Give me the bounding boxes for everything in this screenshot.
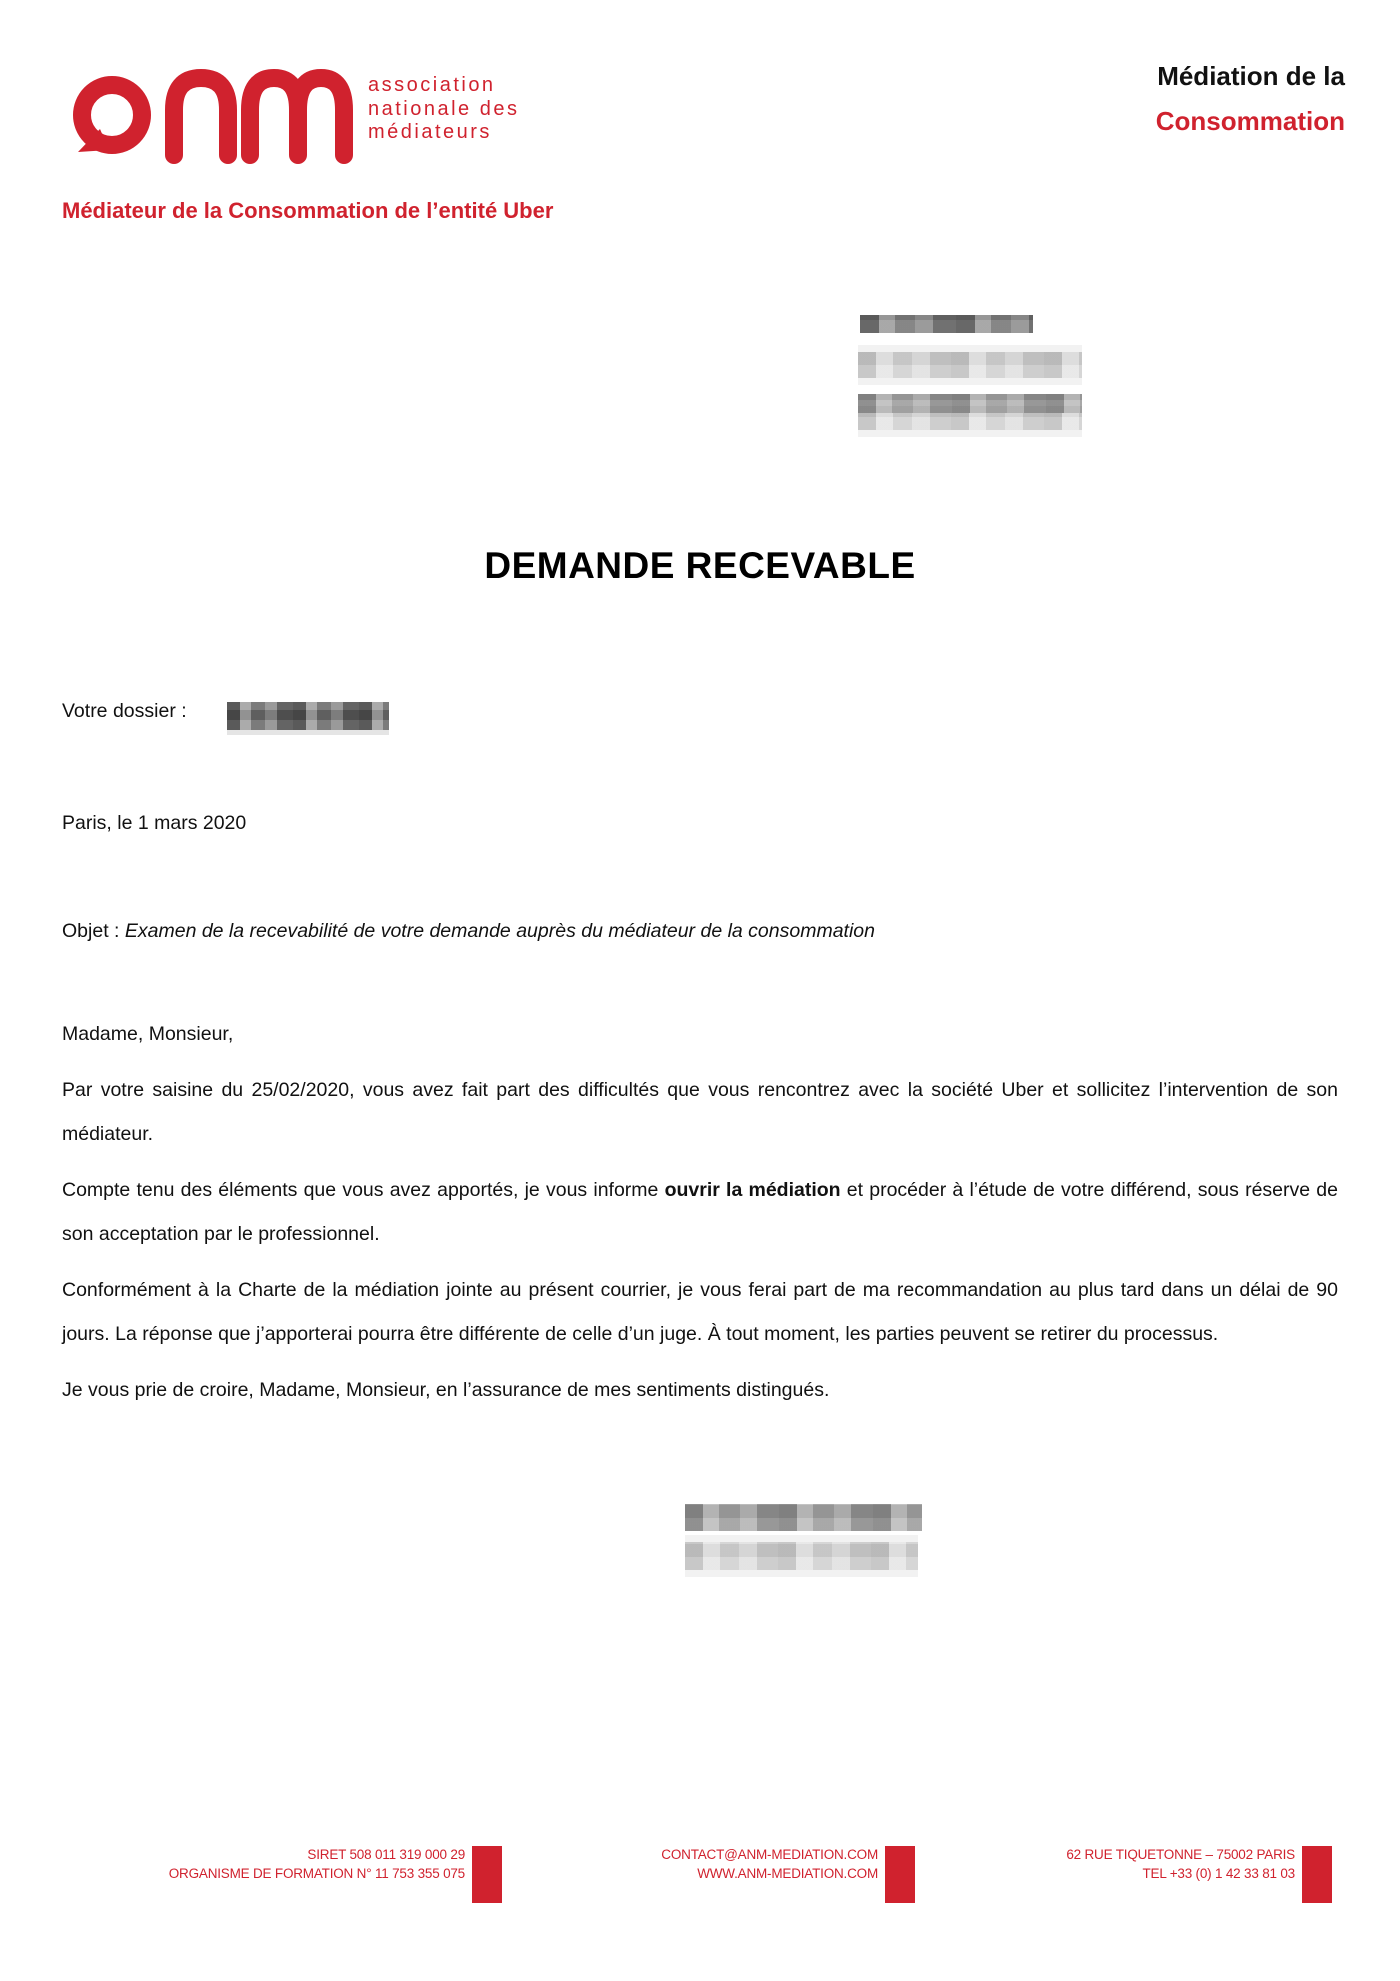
mediation-title-block	[1156, 62, 1345, 135]
redacted-dossier-number	[227, 702, 389, 730]
salutation: Madame, Monsieur,	[62, 1023, 234, 1045]
logo-tagline-line-3: médiateurs	[368, 121, 492, 143]
footer-divider-square-1	[472, 1846, 502, 1903]
date-line: Paris, le 1 mars 2020	[62, 812, 247, 834]
mediator-entity-subtitle: Médiateur de la Consommation de l’entité Uber	[62, 198, 554, 223]
closing-sentence: Je vous prie de croire, Madame, Monsieur, en l’assurance de mes sentiments distingués.	[62, 1379, 830, 1401]
footer-col-contact	[661, 1845, 878, 1883]
redacted-signature-line-1	[685, 1504, 922, 1531]
anm-logo-icon	[70, 68, 354, 164]
footer-website-line: WWW.ANM-MEDIATION.COM	[697, 1866, 878, 1881]
logo-tagline	[368, 74, 519, 145]
mediation-title-line-1: Médiation de la	[1157, 61, 1345, 91]
objet-line	[62, 920, 875, 943]
redacted-recipient-line-3	[858, 394, 1082, 413]
redacted-recipient-line-1	[860, 315, 1033, 333]
paragraph-1: Par votre saisine du 25/02/2020, vous avez fait part des difficultés que vous rencontrez avec la société Uber et sollicitez l’intervention de son médiateur.	[62, 1079, 1338, 1145]
footer-col-siret	[169, 1845, 465, 1883]
footer-organisme-line: ORGANISME DE FORMATION N° 11 753 355 075	[168, 1866, 465, 1881]
logo-tagline-line-2: nationale des	[368, 97, 520, 120]
mediation-title-line-2: Consommation	[1155, 106, 1345, 136]
dossier-label: Votre dossier :	[62, 700, 187, 722]
paragraph-2-after: et procéder à l’étude de votre différend, sous réserve de son acceptation par le professionnel.	[62, 1179, 1338, 1245]
objet-text: Examen de la recevabilité de votre demande auprès du médiateur de la consommation	[124, 920, 875, 942]
objet-label: Objet :	[62, 920, 120, 942]
footer-email-line: CONTACT@ANM-MEDIATION.COM	[661, 1847, 878, 1862]
paragraph-2-before: Compte tenu des éléments que vous avez apportés, je vous informe	[62, 1179, 665, 1201]
footer-siret-line: SIRET 508 011 319 000 29	[307, 1847, 465, 1862]
footer-col-address	[1066, 1845, 1295, 1883]
paragraph-2	[62, 1168, 1338, 1256]
redacted-recipient-line-2	[858, 352, 1082, 378]
document-title: DEMANDE RECEVABLE	[484, 545, 916, 586]
redacted-signature-line-2	[685, 1542, 918, 1570]
footer-divider-square-2	[885, 1846, 915, 1903]
letter-body	[62, 1012, 1338, 1424]
redacted-recipient-line-4	[858, 413, 1082, 430]
footer-divider-square-3	[1302, 1846, 1332, 1903]
logo-tagline-line-1: association	[368, 74, 496, 96]
paragraph-3: Conformément à la Charte de la médiation jointe au présent courrier, je vous ferai part de ma recommandation au plus tard dans un délai de 90 jours. La réponse que j’apporterai pourra être différente de celle d’un juge. À tout moment, les parties peuvent se retirer du processus.	[62, 1279, 1338, 1345]
footer-address-line: 62 RUE TIQUETONNE – 75002 PARIS	[1066, 1847, 1295, 1862]
dossier-row	[62, 700, 187, 723]
paragraph-2-bold: ouvrir la médiation	[664, 1179, 841, 1201]
footer-phone-line: TEL +33 (0) 1 42 33 81 03	[1142, 1866, 1295, 1881]
